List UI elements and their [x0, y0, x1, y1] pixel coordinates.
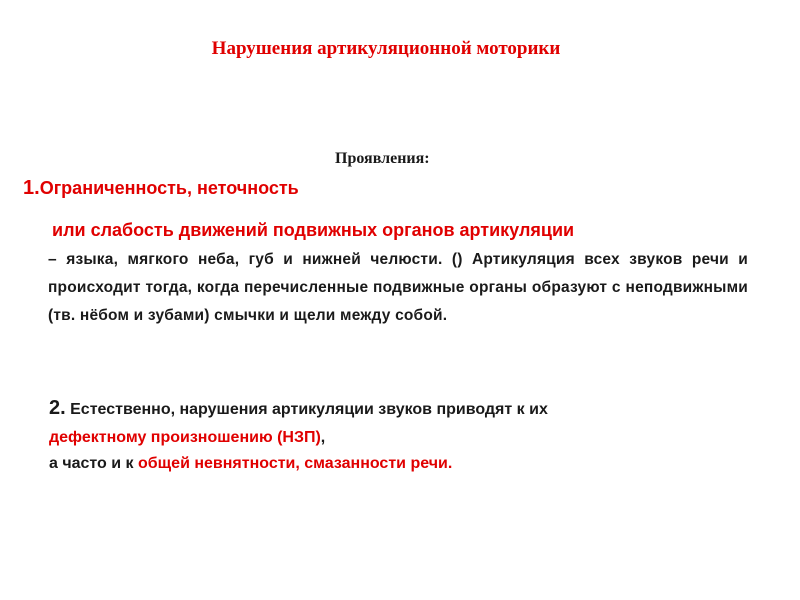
list-item-2-highlight-defective: дефектному произношению (НЗП) — [49, 429, 321, 446]
list-item-2 — [49, 394, 769, 452]
list-item-2-text-2: а часто и к — [49, 455, 139, 472]
list-item-2-comma: , — [320, 429, 326, 446]
list-item-2-line-3 — [49, 455, 452, 473]
list-item-1-number: 1. — [23, 177, 40, 199]
list-item-1-continuation: или слабость движений подвижных органов артикуляции — [52, 220, 575, 240]
list-item-1-heading — [23, 177, 299, 200]
list-item-1-head-text: Ограниченность, неточность — [39, 178, 299, 198]
subheading-manifestations: Проявления: — [335, 150, 430, 167]
list-item-2-text: Естественно, нарушения артикуляции звуков приводят к их — [65, 401, 548, 418]
list-item-2-number: 2. — [49, 397, 66, 419]
list-item-2-highlight-unclear: общей невнятности, смазанности речи. — [138, 455, 453, 472]
list-item-1-body: – языка, мягкого неба, губ и нижней челюсти. () Артикуляция всех звуков речи и происходит тогда, когда перечисленные подвижные органы образуют с неподвижными (тв. нёбом и зубами) смычки и щели между собой. — [48, 251, 748, 324]
slide-title: Нарушения артикуляционной моторики — [211, 38, 561, 59]
